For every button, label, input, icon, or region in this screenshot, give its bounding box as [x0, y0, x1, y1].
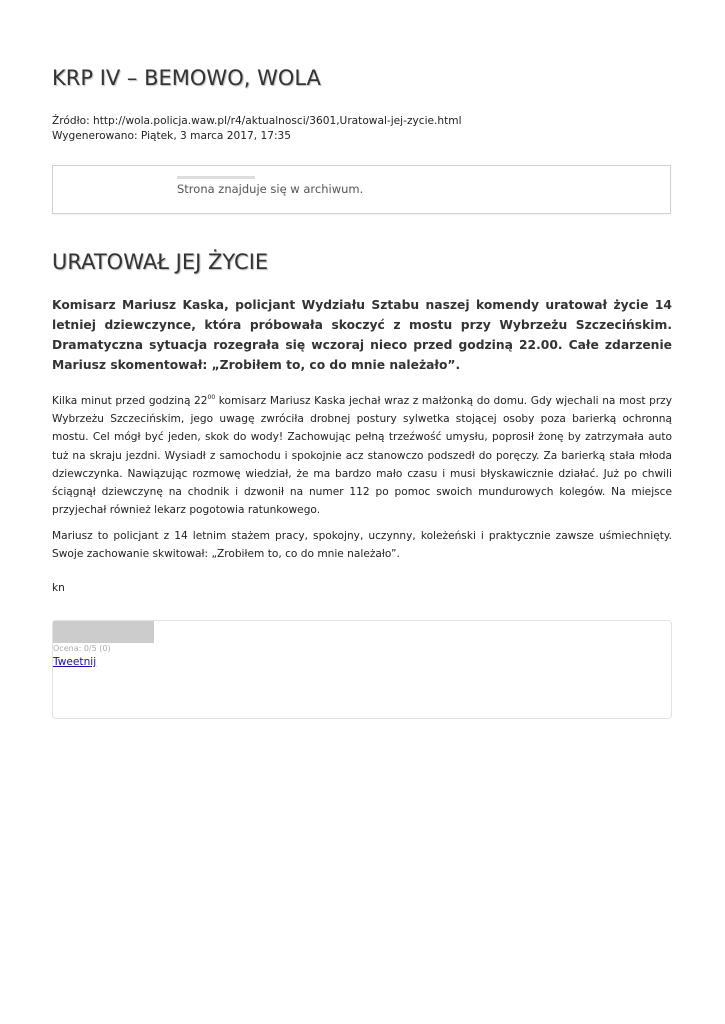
tweet-link[interactable]: Tweetnij	[53, 656, 97, 668]
site-title: KRP IV – BEMOWO, WOLA	[52, 66, 321, 90]
paragraph-1-rest: komisarz Mariusz Kaska jechał wraz z małżonką do domu. Gdy wjechali na most przy Wybrzeżu Szczecińskim, jego uwagę zwróciła drobnej postury sylwetka stojącej osoby poza barierką ochronną mostu. Cel mógł być jeden, skok do wody! Zachowując pełną trzeźwość umysłu, poprosił żonę by zatrzymała auto tuż na skraju jezdni. Wysiadł z samochodu i spokojnie acz stanowczo podszedł do poręczy. Za barierką stała młoda dziewczynka. Nawiązując rozmowę wiedział, że ma bardzo mało czasu i musi błyskawicznie działać. Już po chwili ściągnął dziewczynę na chodnik i dzwonił na numer 112 po pomoc swoich mundurowych kolegów. Na miejsce przyjechał również lekarz pogotowia ratunkowego.	[52, 395, 673, 517]
share-box	[52, 620, 672, 719]
source-url: Źródło: http://wola.policja.waw.pl/r4/aktualnosci/3601,Uratowal-jej-zycie.html	[52, 115, 462, 127]
article-paragraph-2: Mariusz to policjant z 14 letnim stażem pracy, spokojny, uczynny, koleżeński i praktycznie zawsze uśmiechnięty. Swoje zachowanie skwitował: „Zrobiłem to, co do mnie należało”.	[52, 530, 672, 561]
rating-text: Ocena: 0/5 (0)	[53, 644, 111, 653]
article-paragraph-1	[52, 392, 672, 519]
archive-divider	[177, 176, 255, 179]
time-superscript: 00	[207, 394, 216, 401]
article-title: URATOWAŁ JEJ ŻYCIE	[52, 250, 269, 274]
paragraph-1-start: Kilka minut przed godziną 22	[52, 395, 208, 407]
generated-date: Wygenerowano: Piątek, 3 marca 2017, 17:35	[52, 130, 292, 142]
article-author: kn	[52, 582, 65, 594]
archive-notice: Strona znajduje się w archiwum.	[177, 182, 364, 196]
archive-notice-box	[52, 165, 671, 214]
document-meta	[52, 114, 462, 144]
rating-stars[interactable]	[53, 621, 154, 643]
article-lead: Komisarz Mariusz Kaska, policjant Wydziału Sztabu naszej komendy uratował życie 14 letniej dziewczynce, która próbowała skoczyć z mostu przy Wybrzeżu Szczecińskim. Dramatyczna sytuacja rozegrała się wczoraj nieco przed godziną 22.00. Całe zdarzenie Mariusz skomentował: „Zrobiłem to, co do mnie należało”.	[52, 298, 672, 372]
